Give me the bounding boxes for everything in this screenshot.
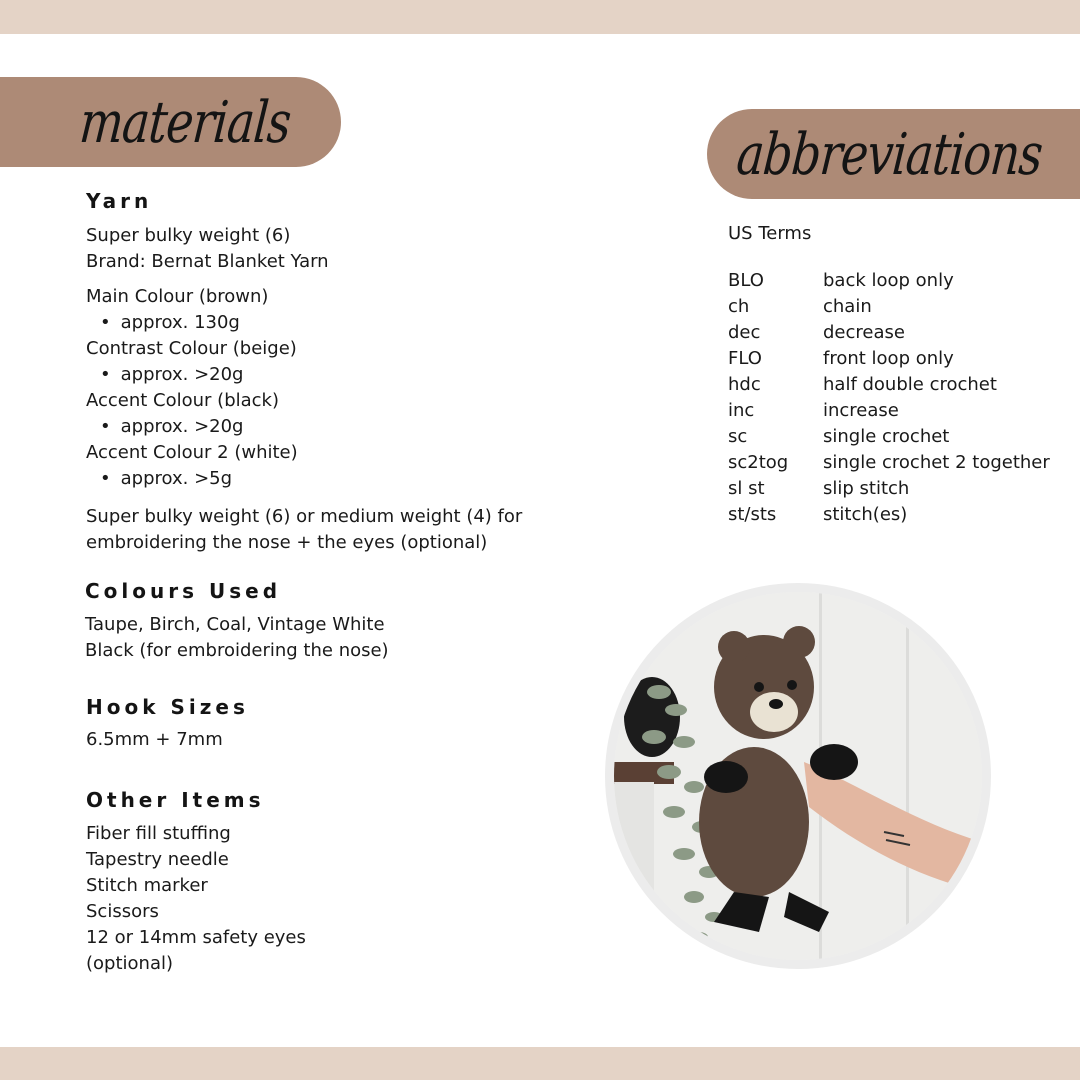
abbreviation-meaning: half double crochet — [823, 374, 997, 395]
abbreviation-row — [728, 424, 1050, 450]
abbreviation-row — [728, 502, 1050, 528]
abbreviation-term: dec — [728, 322, 761, 343]
abbreviations-title-pill — [707, 109, 1080, 199]
abbreviation-meaning: front loop only — [823, 348, 954, 369]
colour-amount-contrast: • approx. >20g — [86, 362, 298, 388]
yarn-colour-list — [86, 284, 298, 492]
colour-label-accent-2: Accent Colour 2 (white) — [86, 442, 298, 463]
yarn-brand: Brand: Bernat Blanket Yarn — [86, 251, 329, 272]
yarn-heading: Yarn — [86, 189, 153, 213]
abbreviation-meaning: increase — [823, 400, 899, 421]
colour-label-main: Main Colour (brown) — [86, 286, 269, 307]
other-item: 12 or 14mm safety eyes — [86, 927, 306, 948]
note-line-2: embroidering the nose + the eyes (optional) — [86, 532, 488, 553]
bottom-band — [0, 1047, 1080, 1080]
other-item: Fiber fill stuffing — [86, 823, 231, 844]
abbreviation-term: FLO — [728, 348, 762, 369]
abbreviation-term: ch — [728, 296, 750, 317]
colours-used-line-1: Taupe, Birch, Coal, Vintage White — [85, 614, 385, 635]
colours-used-line-2: Black (for embroidering the nose) — [85, 640, 389, 661]
materials-title: materials — [77, 88, 294, 156]
colour-amount-main: • approx. 130g — [86, 310, 298, 336]
bear-illustration — [614, 592, 982, 960]
other-item: Tapestry needle — [86, 849, 229, 870]
abbreviations-table — [728, 268, 1050, 528]
colour-amount-accent: • approx. >20g — [86, 414, 298, 440]
yarn-description — [86, 223, 329, 275]
materials-title-pill — [0, 77, 341, 167]
abbreviation-term: st/sts — [728, 504, 777, 525]
colours-used-heading: Colours Used — [85, 579, 282, 603]
other-item: (optional) — [86, 953, 173, 974]
other-item: Scissors — [86, 901, 159, 922]
abbreviation-meaning: decrease — [823, 322, 905, 343]
abbreviation-row — [728, 320, 1050, 346]
hook-sizes-value: 6.5mm + 7mm — [86, 729, 223, 750]
abbreviations-title: abbreviations — [734, 120, 1045, 188]
abbreviation-term: sl st — [728, 478, 765, 499]
abbreviation-row — [728, 450, 1050, 476]
abbreviation-meaning: single crochet — [823, 426, 950, 447]
abbreviation-term: sc — [728, 426, 748, 447]
abbreviation-meaning: chain — [823, 296, 872, 317]
abbreviation-meaning: back loop only — [823, 270, 954, 291]
abbreviation-row — [728, 268, 1050, 294]
other-item: Stitch marker — [86, 875, 208, 896]
abbreviation-meaning: single crochet 2 together — [823, 452, 1050, 473]
abbreviation-row — [728, 372, 1050, 398]
abbreviation-row — [728, 346, 1050, 372]
colour-amount-accent-2: • approx. >5g — [86, 466, 298, 492]
colour-label-contrast: Contrast Colour (beige) — [86, 338, 297, 359]
note-line-1: Super bulky weight (6) or medium weight (4) for — [86, 506, 523, 527]
hook-sizes-heading: Hook Sizes — [86, 695, 249, 719]
bear-photo — [605, 583, 991, 969]
abbreviation-term: sc2tog — [728, 452, 789, 473]
top-band — [0, 0, 1080, 34]
abbreviation-row — [728, 398, 1050, 424]
colour-label-accent: Accent Colour (black) — [86, 390, 279, 411]
abbreviation-term: inc — [728, 400, 755, 421]
abbreviation-meaning: stitch(es) — [823, 504, 908, 525]
colours-used-text — [85, 612, 389, 664]
abbreviation-meaning: slip stitch — [823, 478, 910, 499]
abbreviation-term: hdc — [728, 374, 761, 395]
other-items-list — [86, 821, 306, 977]
abbreviation-row — [728, 294, 1050, 320]
other-items-heading: Other Items — [86, 788, 265, 812]
yarn-embroidery-note — [86, 504, 522, 556]
us-terms-label: US Terms — [728, 223, 812, 244]
abbreviation-row — [728, 476, 1050, 502]
yarn-weight: Super bulky weight (6) — [86, 225, 291, 246]
abbreviation-term: BLO — [728, 270, 764, 291]
